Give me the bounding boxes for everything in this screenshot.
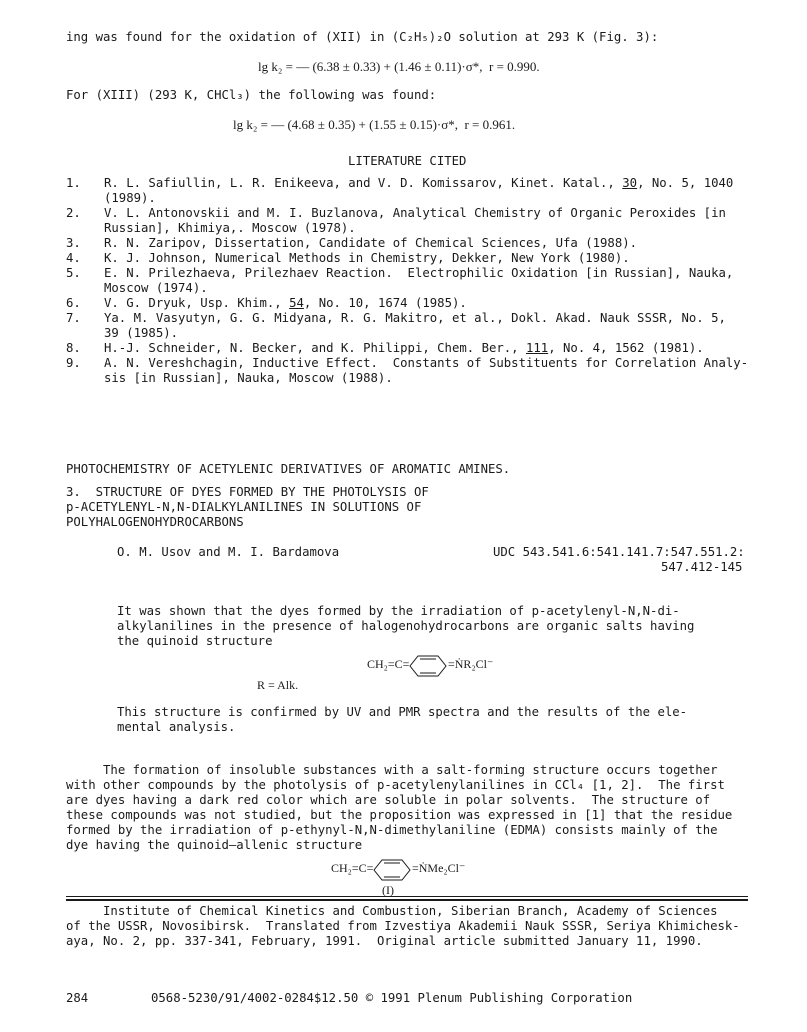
body-line: formed by the irradiation of p-ethynyl-N,N-dimethylaniline (EDMA) consists mainly of the (66, 823, 718, 837)
ref-line: V. L. Antonovskii and M. I. Buzlanova, Analytical Chemistry of Organic Peroxides [in (104, 206, 726, 220)
abstract-line: the quinoid structure (117, 634, 273, 648)
benzene-ring-icon (373, 859, 411, 881)
equation-1: lg k₂ = — (6.38 ± 0.33) + (1.46 ± 0.11)·σ*, r = 0.990. (258, 59, 540, 74)
ref-number: 2. (66, 206, 81, 220)
ref-line: E. N. Prilezhaeva, Prilezhaev Reaction. Electrophilic Oxidation [in Russian], Nauka, (104, 266, 734, 280)
ref-line: R. N. Zaripov, Dissertation, Candidate of Chemical Sciences, Ufa (1988). (104, 236, 638, 250)
ref-number: 3. (66, 236, 81, 250)
ref-number: 5. (66, 266, 81, 280)
xiii-line: For (XIII) (293 K, CHCl₃) the following was found: (66, 88, 437, 102)
footnote-rule-thick (66, 899, 748, 901)
body-line: are dyes having a dark red color which are soluble in polar solvents. The structure of (66, 793, 711, 807)
ref-number: 7. (66, 311, 81, 325)
ref-line: H.-J. Schneider, N. Becker, and K. Philippi, Chem. Ber., 111, No. 4, 1562 (1981). (104, 341, 704, 355)
structure-label: (I) (382, 883, 394, 897)
ref-line: Moscow (1974). (104, 281, 208, 295)
ref-line: sis [in Russian], Nauka, Moscow (1988). (104, 371, 393, 385)
ref-line: (1989). (104, 191, 156, 205)
ref-line: K. J. Johnson, Numerical Methods in Chemistry, Dekker, New York (1980). (104, 251, 630, 265)
intro-line: ing was found for the oxidation of (XII) in (C₂H₅)₂O solution at 293 K (Fig. 3): (66, 30, 659, 44)
authors: O. M. Usov and M. I. Bardamova (117, 545, 340, 559)
abstract-line: This structure is confirmed by UV and PMR spectra and the results of the ele- (117, 705, 688, 719)
structure-left-text: CH₂=C= (367, 657, 410, 671)
body-line: these compounds was not studied, but the proposition was expressed in [1] that the residue (66, 808, 733, 822)
copyright-line: 0568-5230/91/4002-0284$12.50 © 1991 Plenum Publishing Corporation (151, 991, 633, 1005)
ref-number: 8. (66, 341, 81, 355)
ref-number: 1. (66, 176, 81, 190)
literature-heading: LITERATURE CITED (348, 154, 467, 168)
body-line: dye having the quinoid—allenic structure (66, 838, 363, 852)
abstract-line: It was shown that the dyes formed by the irradiation of p-acetylenyl-N,N-di- (117, 604, 680, 618)
page-number: 284 (66, 991, 89, 1005)
footnote-line: Institute of Chemical Kinetics and Combustion, Siberian Branch, Academy of Sciences (66, 904, 718, 918)
abstract-line: mental analysis. (117, 720, 236, 734)
ref-line: A. N. Vereshchagin, Inductive Effect. Constants of Substituents for Correlation Analy- (104, 356, 749, 370)
ref-number: 4. (66, 251, 81, 265)
footnote-rule (66, 896, 748, 897)
ref-line: 39 (1985). (104, 326, 179, 340)
abstract-line: alkylanilines in the presence of halogenohydrocarbons are organic salts having (117, 619, 695, 633)
article-title-line: 3. STRUCTURE OF DYES FORMED BY THE PHOTOLYSIS OF (66, 485, 429, 499)
ref-number: 6. (66, 296, 81, 310)
ref-line: Ya. M. Vasyutyn, G. G. Midyana, R. G. Makitro, et al., Dokl. Akad. Nauk SSSR, No. 5, (104, 311, 726, 325)
footnote-line: of the USSR, Novosibirsk. Translated from Izvestiya Akademii Nauk SSSR, Seriya Khimichesk- (66, 919, 740, 933)
structure-right-text: =ṄMe₂Cl⁻ (412, 861, 466, 875)
footnote-line: aya, No. 2, pp. 337-341, February, 1991. Original article submitted January 11, 1990. (66, 934, 703, 948)
structure-right-text: =ṄR₂Cl⁻ (448, 657, 494, 671)
article-title-line: p-ACETYLENYL-N,N-DIALKYLANILINES IN SOLUTIONS OF (66, 500, 422, 514)
r-definition: R = Alk. (257, 678, 299, 692)
benzene-ring-icon (409, 655, 447, 677)
ref-number: 9. (66, 356, 81, 370)
ref-line: Russian], Khimiya,. Moscow (1978). (104, 221, 356, 235)
series-title: PHOTOCHEMISTRY OF ACETYLENIC DERIVATIVES OF AROMATIC AMINES. (66, 462, 511, 476)
ref-line: V. G. Dryuk, Usp. Khim., 54, No. 10, 1674 (1985). (104, 296, 467, 310)
equation-2: lg k₂ = — (4.68 ± 0.35) + (1.55 ± 0.15)·σ*, r = 0.961. (233, 117, 516, 132)
udc-code: UDC 543.541.6:541.141.7:547.551.2: (493, 545, 745, 559)
body-line: with other compounds by the photolysis of p-acetylenylanilines in CCl₄ [1, 2]. The first (66, 778, 725, 792)
article-title-line: POLYHALOGENOHYDROCARBONS (66, 515, 244, 529)
body-line: The formation of insoluble substances with a salt-forming structure occurs together (66, 763, 718, 777)
udc-code-cont: 547.412-145 (661, 560, 743, 574)
ref-line: R. L. Safiullin, L. R. Enikeeva, and V. D. Komissarov, Kinet. Katal., 30, No. 5, 1040 (104, 176, 734, 190)
structure-left-text: CH₂=C= (331, 861, 374, 875)
